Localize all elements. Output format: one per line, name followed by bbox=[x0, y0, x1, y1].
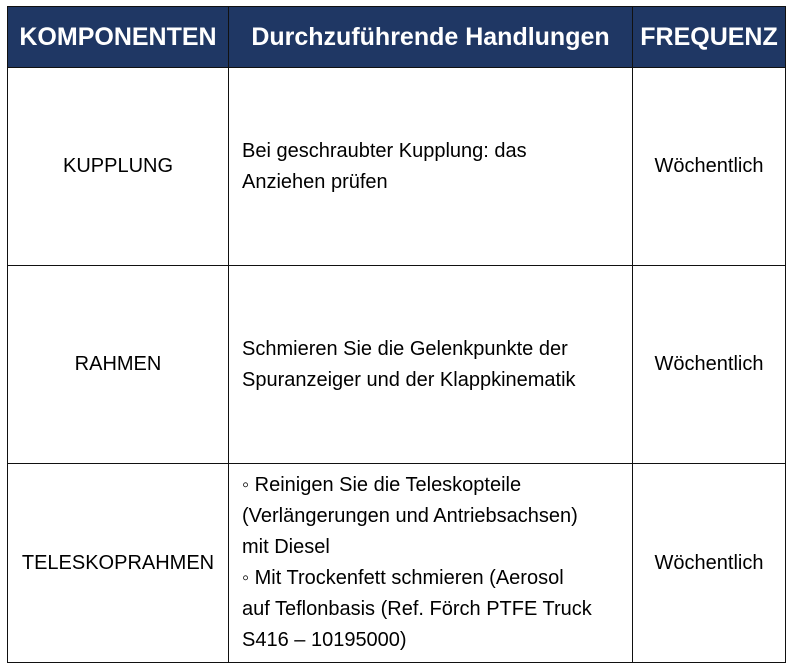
action-line: S416 – 10195000) bbox=[242, 629, 407, 651]
table-body bbox=[8, 68, 786, 663]
header-action: Durchzuführende Handlungen bbox=[229, 7, 633, 68]
table-row bbox=[8, 266, 786, 464]
component-cell: KUPPLUNG bbox=[8, 68, 229, 266]
table-header bbox=[8, 7, 786, 68]
component-cell: RAHMEN bbox=[8, 266, 229, 464]
action-line: mit Diesel bbox=[242, 536, 330, 558]
action-line: ◦ Mit Trockenfett schmieren (Aerosol bbox=[242, 567, 564, 589]
frequency-cell: Wöchentlich bbox=[633, 464, 786, 663]
header-frequency: FREQUENZ bbox=[633, 7, 786, 68]
header-component: KOMPONENTEN bbox=[8, 7, 229, 68]
table-row bbox=[8, 68, 786, 266]
frequency-cell: Wöchentlich bbox=[633, 68, 786, 266]
action-line: auf Teflonbasis (Ref. Förch PTFE Truck bbox=[242, 598, 592, 620]
table-row bbox=[8, 464, 786, 663]
action-line: Bei geschraubter Kupplung: das bbox=[242, 139, 527, 162]
action-cell bbox=[229, 68, 633, 266]
action-line: Anziehen prüfen bbox=[242, 170, 388, 193]
action-cell bbox=[229, 464, 633, 663]
action-line: ◦ Reinigen Sie die Teleskopteile bbox=[242, 474, 522, 496]
action-line: (Verlängerungen und Antriebsachsen) bbox=[242, 505, 578, 527]
action-line: Schmieren Sie die Gelenkpunkte der bbox=[242, 337, 568, 360]
action-cell bbox=[229, 266, 633, 464]
header-row bbox=[8, 7, 786, 68]
maintenance-table bbox=[7, 6, 786, 663]
action-line: Spuranzeiger und der Klappkinematik bbox=[242, 368, 576, 391]
frequency-cell: Wöchentlich bbox=[633, 266, 786, 464]
component-cell: TELESKOPRAHMEN bbox=[8, 464, 229, 663]
